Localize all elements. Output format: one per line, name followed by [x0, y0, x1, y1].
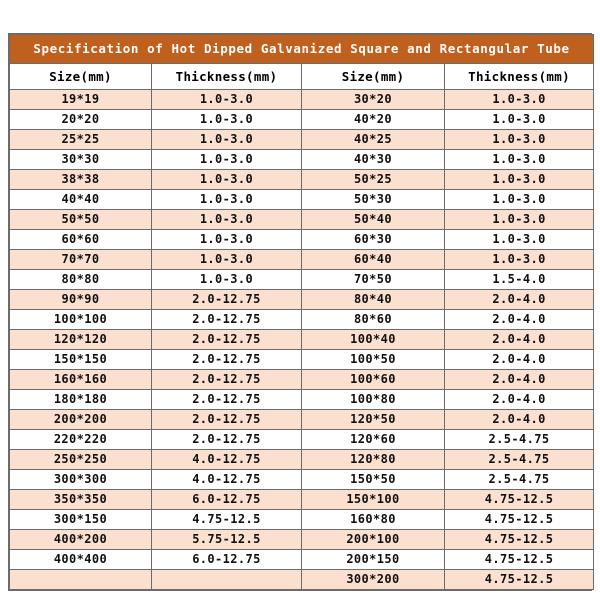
- cell-size-right: 70*50: [302, 270, 445, 290]
- cell-size-left: 60*60: [10, 230, 152, 250]
- cell-size-right: 100*60: [302, 370, 445, 390]
- cell-size-right: 120*60: [302, 430, 445, 450]
- cell-size-right: 40*25: [302, 130, 445, 150]
- cell-size-right: 80*40: [302, 290, 445, 310]
- cell-thickness-right: 2.0-4.0: [445, 350, 594, 370]
- cell-thickness-right: 2.0-4.0: [445, 290, 594, 310]
- column-header-row: [10, 64, 594, 90]
- cell-thickness-left: 1.0-3.0: [152, 250, 302, 270]
- cell-size-right: 200*150: [302, 550, 445, 570]
- table-row: [10, 210, 594, 230]
- table-row: [10, 570, 594, 590]
- cell-thickness-right: 2.5-4.75: [445, 430, 594, 450]
- cell-size-right: 300*200: [302, 570, 445, 590]
- cell-thickness-right: 1.0-3.0: [445, 90, 594, 110]
- table-row: [10, 510, 594, 530]
- cell-thickness-right: 2.0-4.0: [445, 390, 594, 410]
- cell-size-right: 100*50: [302, 350, 445, 370]
- cell-thickness-left: 1.0-3.0: [152, 150, 302, 170]
- table-header: [10, 35, 594, 90]
- cell-size-right: 50*25: [302, 170, 445, 190]
- cell-size-right: 200*100: [302, 530, 445, 550]
- cell-size-left: 250*250: [10, 450, 152, 470]
- table-row: [10, 490, 594, 510]
- cell-thickness-right: 4.75-12.5: [445, 510, 594, 530]
- table-row: [10, 470, 594, 490]
- cell-size-left: 180*180: [10, 390, 152, 410]
- table-row: [10, 390, 594, 410]
- cell-thickness-right: 2.0-4.0: [445, 330, 594, 350]
- cell-thickness-left: 2.0-12.75: [152, 410, 302, 430]
- spec-table-container: [8, 33, 592, 591]
- cell-thickness-right: 2.0-4.0: [445, 410, 594, 430]
- table-row: [10, 410, 594, 430]
- table-row: [10, 90, 594, 110]
- cell-thickness-left: 1.0-3.0: [152, 230, 302, 250]
- cell-size-right: 40*20: [302, 110, 445, 130]
- table-row: [10, 150, 594, 170]
- specification-table: [9, 34, 594, 590]
- column-header-thickness-right: Thickness(mm): [445, 64, 594, 90]
- cell-size-right: 100*40: [302, 330, 445, 350]
- cell-size-left: 40*40: [10, 190, 152, 210]
- table-row: [10, 450, 594, 470]
- cell-size-right: 150*100: [302, 490, 445, 510]
- cell-size-right: 150*50: [302, 470, 445, 490]
- cell-size-right: 30*20: [302, 90, 445, 110]
- cell-size-right: 50*30: [302, 190, 445, 210]
- cell-thickness-left: 2.0-12.75: [152, 330, 302, 350]
- cell-thickness-right: 1.0-3.0: [445, 190, 594, 210]
- cell-size-left: 150*150: [10, 350, 152, 370]
- cell-size-right: 60*40: [302, 250, 445, 270]
- table-row: [10, 310, 594, 330]
- cell-thickness-left: 1.0-3.0: [152, 110, 302, 130]
- column-header-size-right: Size(mm): [302, 64, 445, 90]
- cell-size-left: 100*100: [10, 310, 152, 330]
- cell-size-left: 38*38: [10, 170, 152, 190]
- cell-thickness-left: 1.0-3.0: [152, 90, 302, 110]
- cell-thickness-right: 4.75-12.5: [445, 550, 594, 570]
- cell-size-left: 400*400: [10, 550, 152, 570]
- cell-size-left: 200*200: [10, 410, 152, 430]
- table-row: [10, 530, 594, 550]
- cell-thickness-left: 2.0-12.75: [152, 370, 302, 390]
- table-row: [10, 110, 594, 130]
- cell-size-left: 25*25: [10, 130, 152, 150]
- cell-thickness-left: 1.0-3.0: [152, 170, 302, 190]
- cell-size-left: 90*90: [10, 290, 152, 310]
- cell-thickness-right: 1.0-3.0: [445, 250, 594, 270]
- cell-thickness-left: 4.75-12.5: [152, 510, 302, 530]
- cell-thickness-right: 2.5-4.75: [445, 470, 594, 490]
- cell-size-left: 350*350: [10, 490, 152, 510]
- cell-thickness-right: 4.75-12.5: [445, 570, 594, 590]
- table-title: Specification of Hot Dipped Galvanized Square and Rectangular Tube: [10, 35, 594, 64]
- cell-size-right: 80*60: [302, 310, 445, 330]
- table-row: [10, 250, 594, 270]
- cell-size-left: 300*150: [10, 510, 152, 530]
- cell-size-left: 300*300: [10, 470, 152, 490]
- table-row: [10, 190, 594, 210]
- table-row: [10, 370, 594, 390]
- table-row: [10, 330, 594, 350]
- cell-thickness-left: 6.0-12.75: [152, 490, 302, 510]
- cell-size-left: 80*80: [10, 270, 152, 290]
- cell-size-left: 50*50: [10, 210, 152, 230]
- cell-size-right: 120*80: [302, 450, 445, 470]
- cell-thickness-left: 2.0-12.75: [152, 310, 302, 330]
- cell-size-right: 60*30: [302, 230, 445, 250]
- cell-thickness-left: 6.0-12.75: [152, 550, 302, 570]
- cell-size-right: 40*30: [302, 150, 445, 170]
- table-row: [10, 430, 594, 450]
- cell-size-right: 120*50: [302, 410, 445, 430]
- cell-thickness-left: 4.0-12.75: [152, 450, 302, 470]
- cell-size-left: 30*30: [10, 150, 152, 170]
- table-body: [10, 90, 594, 590]
- cell-thickness-right: 1.5-4.0: [445, 270, 594, 290]
- cell-thickness-right: 1.0-3.0: [445, 170, 594, 190]
- column-header-size-left: Size(mm): [10, 64, 152, 90]
- table-row: [10, 290, 594, 310]
- cell-size-left: 400*200: [10, 530, 152, 550]
- cell-size-right: 160*80: [302, 510, 445, 530]
- table-row: [10, 550, 594, 570]
- cell-thickness-left: 1.0-3.0: [152, 210, 302, 230]
- cell-thickness-right: 4.75-12.5: [445, 490, 594, 510]
- cell-thickness-right: 2.5-4.75: [445, 450, 594, 470]
- table-row: [10, 230, 594, 250]
- cell-thickness-left: 1.0-3.0: [152, 130, 302, 150]
- cell-size-left: 70*70: [10, 250, 152, 270]
- cell-thickness-right: 2.0-4.0: [445, 370, 594, 390]
- cell-thickness-left: 1.0-3.0: [152, 190, 302, 210]
- cell-size-left: 19*19: [10, 90, 152, 110]
- cell-thickness-right: 1.0-3.0: [445, 150, 594, 170]
- cell-thickness-left: 1.0-3.0: [152, 270, 302, 290]
- cell-size-left: 160*160: [10, 370, 152, 390]
- table-row: [10, 170, 594, 190]
- cell-thickness-right: 1.0-3.0: [445, 210, 594, 230]
- cell-thickness-left: 2.0-12.75: [152, 290, 302, 310]
- table-row: [10, 350, 594, 370]
- cell-thickness-left: 2.0-12.75: [152, 390, 302, 410]
- table-title-row: [10, 35, 594, 64]
- cell-thickness-left: 5.75-12.5: [152, 530, 302, 550]
- cell-size-left: [10, 570, 152, 590]
- cell-thickness-right: 1.0-3.0: [445, 230, 594, 250]
- cell-thickness-right: 1.0-3.0: [445, 130, 594, 150]
- cell-thickness-right: 2.0-4.0: [445, 310, 594, 330]
- cell-thickness-left: 2.0-12.75: [152, 350, 302, 370]
- cell-thickness-left: 4.0-12.75: [152, 470, 302, 490]
- cell-size-right: 100*80: [302, 390, 445, 410]
- cell-thickness-right: 4.75-12.5: [445, 530, 594, 550]
- cell-size-left: 120*120: [10, 330, 152, 350]
- cell-thickness-left: [152, 570, 302, 590]
- table-row: [10, 130, 594, 150]
- cell-size-left: 220*220: [10, 430, 152, 450]
- column-header-thickness-left: Thickness(mm): [152, 64, 302, 90]
- cell-thickness-right: 1.0-3.0: [445, 110, 594, 130]
- table-row: [10, 270, 594, 290]
- cell-thickness-left: 2.0-12.75: [152, 430, 302, 450]
- cell-size-right: 50*40: [302, 210, 445, 230]
- cell-size-left: 20*20: [10, 110, 152, 130]
